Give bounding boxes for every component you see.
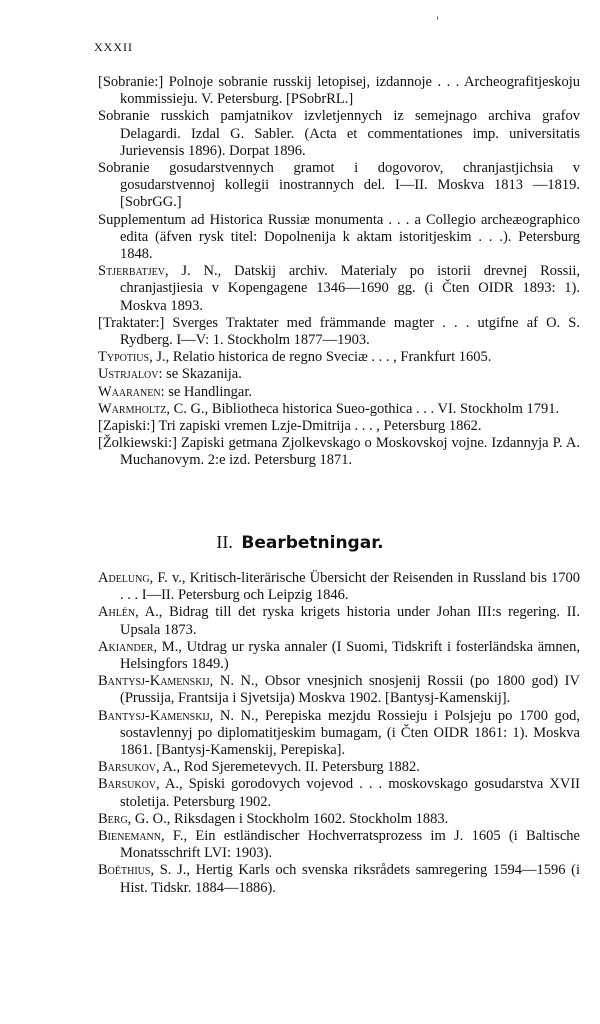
page-number: XXXII xyxy=(94,40,133,54)
list-item: Boëthius, S. J., Hertig Karls och svenska riksrådets samregering 1594—1596 (i Hist. Tidskr. 1884—1886). xyxy=(98,862,580,896)
list-item: Barsukov, A., Rod Sjeremetevych. II. Petersburg 1882. xyxy=(98,759,420,776)
list-item: [Traktater:] Sverges Traktater med främmande magter . . . utgifne af O. S. Rydberg. I—V: 1. Stockholm 1877—1903. xyxy=(98,314,580,349)
section-heading xyxy=(0,532,600,553)
list-item: Supplementum ad Historica Russiæ monumenta . . . a Collegio archeæographico edita (äfven rysk titel: Dopolnenija k aktam istoritjeskim . . .). Petersburg 1848. xyxy=(98,211,580,263)
list-item: Waaranen: se Handlingar. xyxy=(98,383,252,400)
list-item: Bantysj-Kamenskij, N. N., Perepiska mezjdu Rossieju i Polsjeju po 1700 god, sostavlennyj po diplomatitjeskim bumagam, (i Čten OIDR 1861: 1). Moskva 1861. [Bantysj-Kamenskij, Perepiska]. xyxy=(98,707,580,759)
section-title: Bearbetningar. xyxy=(241,533,384,553)
list-item: Sobranie gosudarstvennych gramot i dogovorov, chranjastjichsia v gosudarstvennoj kollegii inostrannych del. I—II. Moskva 1813 —1819. [SobrGG.] xyxy=(98,160,580,211)
list-item: Berg, G. O., Riksdagen i Stockholm 1602. Stockholm 1883. xyxy=(98,810,449,827)
list-item: Warmholtz, C. G., Bibliotheca historica Sueo-gothica . . . VI. Stockholm 1791. xyxy=(98,400,560,417)
list-item: [Žolkiewski:] Zapiski getmana Zjolkevskago o Moskovskoj vojne. Izdannyja P. A. Muchanovym. 2:e izd. Petersburg 1871. xyxy=(98,435,580,469)
section-number: II. xyxy=(216,532,233,552)
list-item: Adelung, F. v., Kritisch-literärische Übersicht der Reisenden in Russland bis 1700 . . . I—II. Petersburg och Leipzig 1846. xyxy=(98,570,580,604)
works-list xyxy=(98,570,580,897)
list-item: Bienemann, F., Ein estländischer Hochverratsprozess im J. 1605 (i Baltische Monatsschrift LVI: 1903). xyxy=(98,828,580,862)
list-item: Sobranie russkich pamjatnikov izvletjennych iz semejnago archiva grafov Delagardi. Izdal G. Sabler. (Acta et commentationes imp. universitatis Jurievensis 1896). Dorpat 1896. xyxy=(98,108,580,159)
list-item: Bantysj-Kamenskij, N. N., Obsor vnesjnich snosjenij Rossii (po 1800 god) IV (Prussija, Frantsija i Sjvetsija) Moskva 1902. [Bantysj-Kamenskij]. xyxy=(98,673,580,707)
list-item: [Sobranie:] Polnoje sobranie russkij letopisej, izdannoje . . . Archeografitjeskoju kommissieju. V. Petersburg. [PSobrRL.] xyxy=(98,74,580,108)
list-item: Akiander, M., Utdrag ur ryska annaler (I Suomi, Tidskrift i fosterländska ämnen, Helsingfors 1849.) xyxy=(98,638,580,673)
list-item: Ahlén, A., Bidrag till det ryska krigets historia under Johan III:s regering. II. Upsala 1873. xyxy=(98,604,580,638)
list-item: [Zapiski:] Tri zapiski vremen Lzje-Dmitrija . . . , Petersburg 1862. xyxy=(98,418,482,435)
ink-mark: ' xyxy=(436,16,439,27)
list-item: Barsukov, A., Spiski gorodovych vojevod . . . moskovskago gosudarstva XVII stoletija. Petersburg 1902. xyxy=(98,776,580,810)
list-item: Stjerbatjev, J. N., Datskij archiv. Materialy po istorii drevnej Rossii, chranjastjiesia v Kopengagene 1346—1690 gg. (i Čten OIDR 1893: 1). Moskva 1893. xyxy=(98,263,580,314)
list-item: Ustrjalov: se Skazanija. xyxy=(98,366,242,383)
sources-list xyxy=(98,74,580,470)
list-item: Typotius, J., Relatio historica de regno Sveciæ . . . , Frankfurt 1605. xyxy=(98,349,492,366)
